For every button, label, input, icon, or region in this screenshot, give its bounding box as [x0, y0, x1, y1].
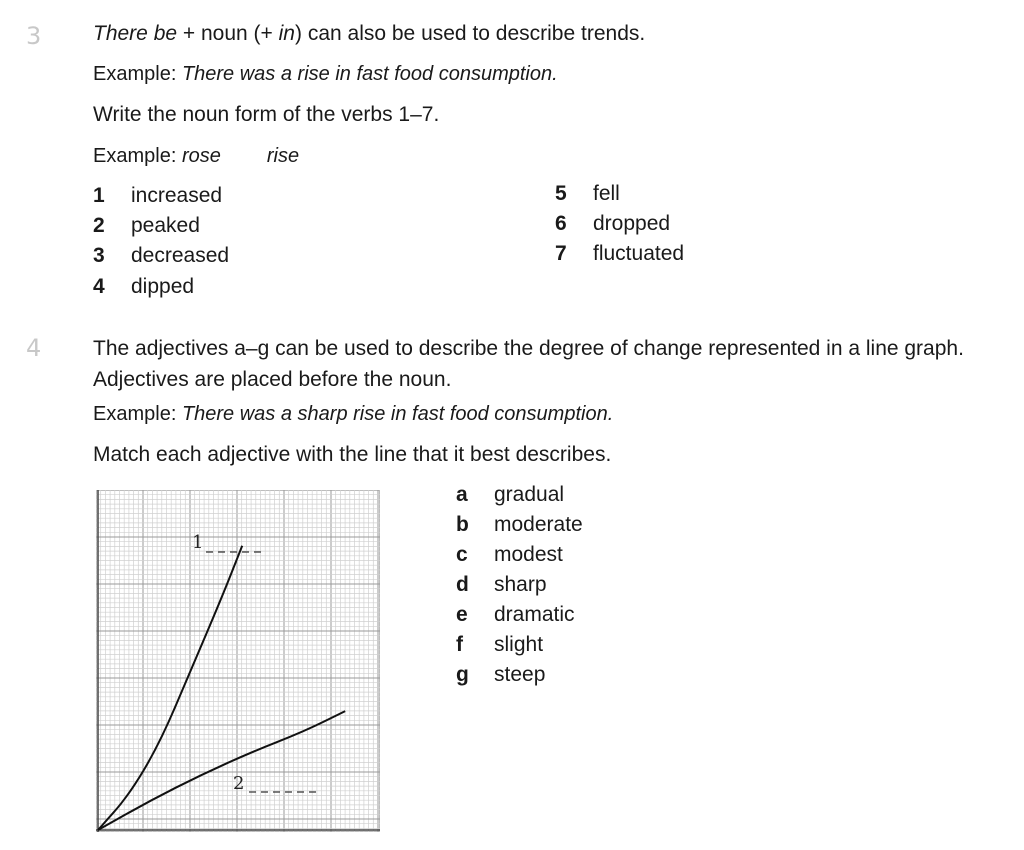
adjective-word: modest: [494, 543, 563, 566]
adjective-item-c: [456, 543, 563, 567]
adjective-letter: a: [456, 483, 468, 506]
adjective-word: slight: [494, 633, 544, 656]
verb-number: 6: [555, 212, 567, 235]
example-2-label: Example:: [93, 145, 182, 167]
example-label: Example:: [93, 403, 182, 425]
adjective-word: gradual: [494, 483, 565, 506]
adjective-letter: g: [456, 663, 469, 686]
verb-number: 4: [93, 275, 105, 298]
heading-italic-in: in: [278, 22, 295, 45]
verb-item-6: [555, 212, 670, 236]
adjective-item-d: [456, 573, 547, 597]
adjective-word: sharp: [494, 573, 547, 596]
adjective-item-g: [456, 663, 545, 687]
example-label: Example:: [93, 63, 182, 85]
section-4-number: 4: [26, 334, 42, 362]
verb-word: dropped: [593, 212, 671, 235]
heading-end: ) can also be used to describe trends.: [295, 22, 646, 45]
adjective-letter: d: [456, 573, 469, 596]
verb-item-5: [555, 182, 620, 206]
verb-item-7: [555, 242, 684, 266]
verb-number: 7: [555, 242, 567, 265]
verb-word: fell: [593, 182, 620, 205]
section-4-instruction: Match each adjective with the line that it best describes.: [93, 443, 612, 466]
adjective-item-e: [456, 603, 575, 627]
verb-item-1: [93, 184, 222, 208]
section-3-heading: [93, 22, 645, 46]
section-3-instruction: Write the noun form of the verbs 1–7.: [93, 103, 440, 126]
adjective-letter: e: [456, 603, 468, 626]
section-4-example: [93, 403, 613, 426]
example-text: There was a rise in fast food consumption.: [181, 63, 558, 85]
line-label-1: 1: [192, 532, 204, 553]
verb-item-4: [93, 275, 194, 299]
adjective-item-b: [456, 513, 583, 537]
example-text: There was a sharp rise in fast food consumption.: [181, 403, 614, 425]
section-3-example-2: [93, 145, 299, 168]
verb-item-3: [93, 244, 229, 268]
section-3-example: [93, 63, 558, 86]
adjective-word: steep: [494, 663, 546, 686]
adjective-item-a: [456, 483, 564, 507]
verb-word: increased: [131, 184, 223, 207]
adjective-letter: f: [456, 633, 463, 656]
verb-word: decreased: [131, 244, 230, 267]
verb-word: dipped: [131, 275, 195, 298]
section-4-heading: The adjectives a–g can be used to describe the degree of change represented in a line graph. Adjectives are placed before the noun.: [93, 337, 964, 391]
adjective-word: moderate: [494, 513, 583, 536]
adjective-letter: c: [456, 543, 468, 566]
heading-italic-there-be: There be: [93, 22, 178, 45]
line-graph: [96, 490, 380, 832]
line-label-2: 2: [233, 773, 245, 794]
verb-word: fluctuated: [593, 242, 685, 265]
verb-word: peaked: [131, 214, 200, 237]
graph-labels: [192, 532, 318, 794]
graph-line-2: [98, 711, 345, 830]
verb-item-2: [93, 214, 200, 238]
adjective-letter: b: [456, 513, 469, 536]
verb-number: 3: [93, 244, 105, 267]
adjective-word: dramatic: [494, 603, 575, 626]
heading-mid: + noun (+: [177, 22, 279, 45]
example-2-noun: rise: [266, 145, 300, 167]
adjective-item-f: [456, 633, 543, 657]
verb-number: 2: [93, 214, 105, 237]
example-2-verb: rose: [181, 145, 221, 167]
verb-number: 1: [93, 184, 105, 207]
verb-number: 5: [555, 182, 567, 205]
section-3-number: 3: [26, 22, 42, 50]
